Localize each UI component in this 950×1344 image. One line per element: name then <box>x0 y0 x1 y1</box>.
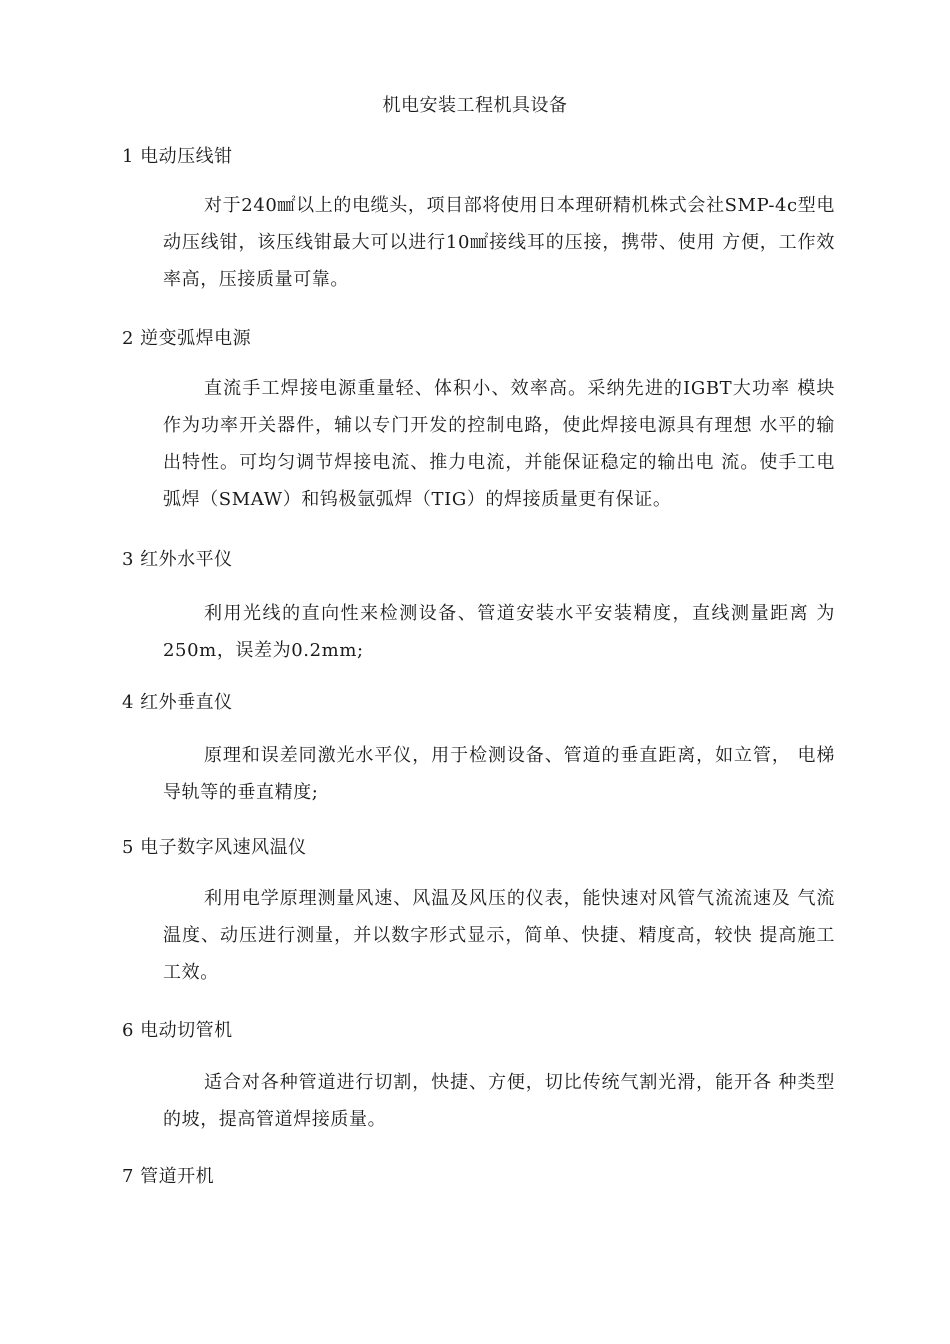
document-title: 机电安装工程机具设备 <box>382 95 568 116</box>
section-heading-5: 5 电子数字风速风温仪 <box>122 837 307 858</box>
section-body-1: 对于240㎟以上的电缆头，项目部将使用日本理研精机株式会社SMP-4c型电动压线钳，该压线钳最大可以进行10㎟接线耳的压接，携带、使用 方便，工作效率高，压接质量可靠。 <box>163 195 835 290</box>
section-body-2: 直流手工焊接电源重量轻、体积小、效率高。采纳先进的IGBT大功率 模块作为功率开关器件，辅以专门开发的控制电路，使此焊接电源具有理想 水平的输出特性。可均匀调节焊接电流、推力电流，并能保证稳定的输出电 流。使手工电弧焊（SMAW）和钨极氩弧焊（TIG）的焊接质量更有保证。 <box>163 378 835 510</box>
section-body-4: 原理和误差同激光水平仪，用于检测设备、管道的垂直距离，如立管， 电梯导轨等的垂直精度; <box>163 745 835 803</box>
section-heading-7: 7 管道开机 <box>122 1166 215 1187</box>
section-body-6: 适合对各种管道进行切割，快捷、方便，切比传统气割光滑，能开各 种类型的坡，提高管道焊接质量。 <box>163 1072 835 1130</box>
section-heading-3: 3 红外水平仪 <box>122 549 233 570</box>
section-heading-1: 1 电动压线钳 <box>122 146 233 167</box>
section-body-5: 利用电学原理测量风速、风温及风压的仪表，能快速对风管气流流速及 气流温度、动压进行测量，并以数字形式显示，简单、快捷、精度高，较快 提高施工工效。 <box>163 888 835 983</box>
section-heading-2: 2 逆变弧焊电源 <box>122 328 252 349</box>
section-heading-6: 6 电动切管机 <box>122 1020 233 1041</box>
section-body-3: 利用光线的直向性来检测设备、管道安装水平安装精度，直线测量距离 为250m，误差为0.2mm; <box>163 603 835 661</box>
section-heading-4: 4 红外垂直仪 <box>122 692 233 713</box>
